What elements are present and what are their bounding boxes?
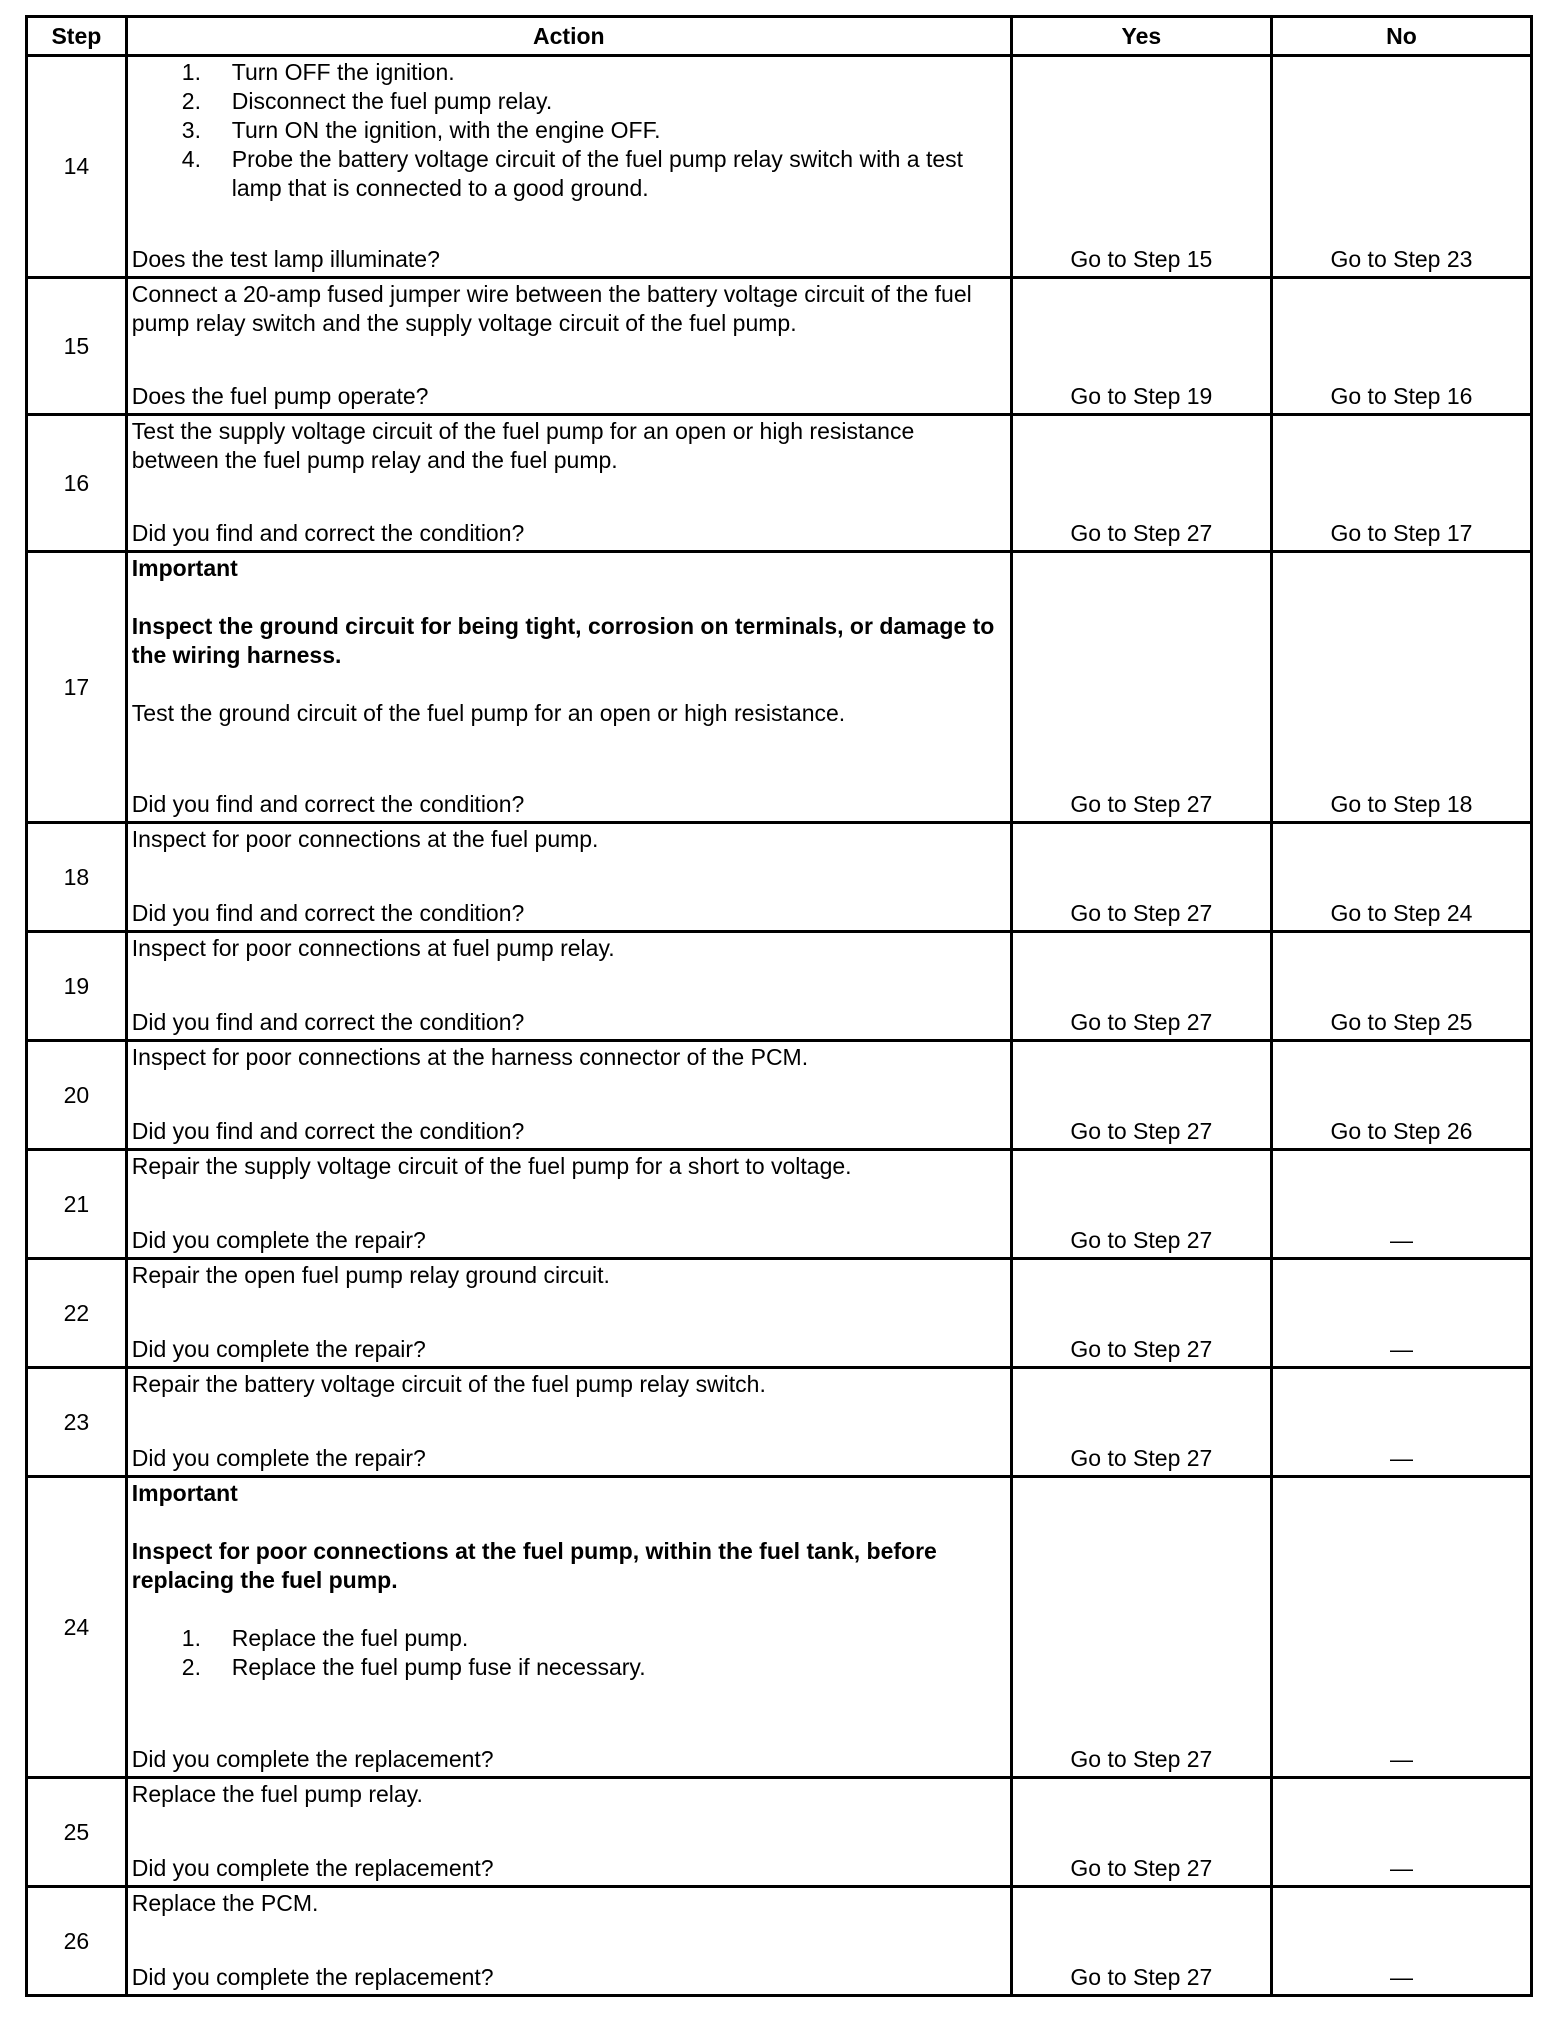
step-number: 24 <box>27 1477 127 1778</box>
important-label: Important <box>131 555 238 581</box>
table-row <box>27 1259 1532 1368</box>
header-row <box>27 17 1532 56</box>
yes-result: Go to Step 27 <box>1011 415 1271 552</box>
table-row <box>27 823 1532 932</box>
action-question: Did you complete the repair? <box>131 1227 426 1253</box>
table-row <box>27 278 1532 415</box>
action-steps-list <box>132 58 1006 203</box>
header-step: Step <box>27 17 127 56</box>
no-result: Go to Step 17 <box>1271 415 1531 552</box>
table-row <box>27 1477 1532 1778</box>
action-text: Inspect for poor connections at the harness connector of the PCM. <box>131 1044 809 1070</box>
action-question: Did you complete the replacement? <box>131 1855 494 1881</box>
table-row <box>27 1778 1532 1887</box>
action-text: Replace the PCM. <box>131 1890 319 1916</box>
step-number: 18 <box>27 823 127 932</box>
action-question: Did you complete the replacement? <box>131 1746 494 1772</box>
no-result: — <box>1271 1778 1531 1887</box>
action-steps-list <box>132 1624 1006 1682</box>
no-result: — <box>1271 1887 1531 1996</box>
yes-result: Go to Step 27 <box>1011 1778 1271 1887</box>
yes-result: Go to Step 27 <box>1011 552 1271 823</box>
header-yes: Yes <box>1011 17 1271 56</box>
yes-result: Go to Step 27 <box>1011 1477 1271 1778</box>
action-cell <box>126 1259 1011 1368</box>
action-text: Replace the fuel pump relay. <box>131 1781 423 1807</box>
action-text: Inspect for poor connections at the fuel pump. <box>131 826 599 852</box>
no-result: — <box>1271 1368 1531 1477</box>
action-question: Did you find and correct the condition? <box>131 1118 525 1144</box>
no-result: Go to Step 18 <box>1271 552 1531 823</box>
action-question: Did you find and correct the condition? <box>131 900 525 926</box>
action-text: Test the ground circuit of the fuel pump for an open or high resistance. <box>131 700 846 726</box>
step-number: 26 <box>27 1887 127 1996</box>
yes-result: Go to Step 27 <box>1011 1368 1271 1477</box>
step-number: 15 <box>27 278 127 415</box>
action-step-number: 2. <box>181 88 201 114</box>
action-step-item <box>132 145 1006 203</box>
diagnostic-table <box>25 15 1533 1997</box>
action-text: Repair the supply voltage circuit of the fuel pump for a short to voltage. <box>131 1153 852 1179</box>
no-result: Go to Step 24 <box>1271 823 1531 932</box>
action-question: Does the fuel pump operate? <box>131 383 429 409</box>
action-step-number: 4. <box>181 146 201 172</box>
action-question: Did you find and correct the condition? <box>131 520 525 546</box>
action-step-text: Disconnect the fuel pump relay. <box>231 88 553 114</box>
action-text: Inspect for poor connections at fuel pump relay. <box>131 935 615 961</box>
action-cell <box>126 1150 1011 1259</box>
yes-result: Go to Step 27 <box>1011 1041 1271 1150</box>
yes-result: Go to Step 27 <box>1011 1887 1271 1996</box>
yes-result: Go to Step 19 <box>1011 278 1271 415</box>
no-result: — <box>1271 1477 1531 1778</box>
yes-result: Go to Step 15 <box>1011 56 1271 278</box>
action-step-text: Probe the battery voltage circuit of the fuel pump relay switch with a test lamp that is connected to a good ground. <box>231 146 964 201</box>
action-step-item <box>132 1624 1006 1653</box>
table-row <box>27 932 1532 1041</box>
action-cell <box>126 552 1011 823</box>
step-number: 14 <box>27 56 127 278</box>
important-label: Important <box>131 1480 238 1506</box>
action-step-text: Replace the fuel pump. <box>231 1625 469 1651</box>
header-action: Action <box>126 17 1011 56</box>
action-cell <box>126 1368 1011 1477</box>
table-row <box>27 552 1532 823</box>
step-number: 16 <box>27 415 127 552</box>
step-number: 19 <box>27 932 127 1041</box>
action-cell <box>126 1041 1011 1150</box>
no-result: Go to Step 25 <box>1271 932 1531 1041</box>
table-row <box>27 1887 1532 1996</box>
action-step-text: Turn ON the ignition, with the engine OFF. <box>231 117 661 143</box>
action-cell <box>126 1778 1011 1887</box>
important-note: Inspect the ground circuit for being tight, corrosion on terminals, or damage to the wiring harness. <box>131 613 995 668</box>
no-result: Go to Step 26 <box>1271 1041 1531 1150</box>
no-result: Go to Step 23 <box>1271 56 1531 278</box>
action-question: Does the test lamp illuminate? <box>131 246 440 272</box>
action-cell <box>126 56 1011 278</box>
action-text: Repair the battery voltage circuit of the fuel pump relay switch. <box>131 1371 766 1397</box>
action-step-number: 1. <box>181 1625 201 1651</box>
step-number: 22 <box>27 1259 127 1368</box>
action-question: Did you complete the repair? <box>131 1336 426 1362</box>
yes-result: Go to Step 27 <box>1011 932 1271 1041</box>
action-step-text: Replace the fuel pump fuse if necessary. <box>231 1654 646 1680</box>
table-row <box>27 415 1532 552</box>
action-text: Test the supply voltage circuit of the fuel pump for an open or high resistance between the fuel pump relay and the fuel pump. <box>131 418 915 473</box>
action-cell <box>126 932 1011 1041</box>
action-question: Did you find and correct the condition? <box>131 1009 525 1035</box>
action-cell <box>126 823 1011 932</box>
action-question: Did you complete the repair? <box>131 1445 426 1471</box>
action-cell <box>126 1477 1011 1778</box>
yes-result: Go to Step 27 <box>1011 1259 1271 1368</box>
yes-result: Go to Step 27 <box>1011 823 1271 932</box>
header-no: No <box>1271 17 1531 56</box>
action-cell <box>126 415 1011 552</box>
action-cell <box>126 278 1011 415</box>
table-row <box>27 1041 1532 1150</box>
important-note: Inspect for poor connections at the fuel pump, within the fuel tank, before replacing the fuel pump. <box>131 1538 937 1593</box>
action-text: Repair the open fuel pump relay ground circuit. <box>131 1262 610 1288</box>
table-row <box>27 1368 1532 1477</box>
step-number: 23 <box>27 1368 127 1477</box>
step-number: 20 <box>27 1041 127 1150</box>
action-step-number: 2. <box>181 1654 201 1680</box>
action-step-item <box>132 116 1006 145</box>
action-question: Did you complete the replacement? <box>131 1964 494 1990</box>
action-step-text: Turn OFF the ignition. <box>231 59 455 85</box>
action-step-number: 1. <box>181 59 201 85</box>
action-step-number: 3. <box>181 117 201 143</box>
yes-result: Go to Step 27 <box>1011 1150 1271 1259</box>
action-text: Connect a 20-amp fused jumper wire between the battery voltage circuit of the fuel pump relay switch and the supply voltage circuit of the fuel pump. <box>131 281 972 336</box>
action-step-item <box>132 87 1006 116</box>
no-result: — <box>1271 1150 1531 1259</box>
action-step-item <box>132 1653 1006 1682</box>
action-question: Did you find and correct the condition? <box>131 791 525 817</box>
step-number: 25 <box>27 1778 127 1887</box>
table-row <box>27 56 1532 278</box>
no-result: — <box>1271 1259 1531 1368</box>
action-cell <box>126 1887 1011 1996</box>
step-number: 17 <box>27 552 127 823</box>
no-result: Go to Step 16 <box>1271 278 1531 415</box>
table-row <box>27 1150 1532 1259</box>
action-step-item <box>132 58 1006 87</box>
step-number: 21 <box>27 1150 127 1259</box>
